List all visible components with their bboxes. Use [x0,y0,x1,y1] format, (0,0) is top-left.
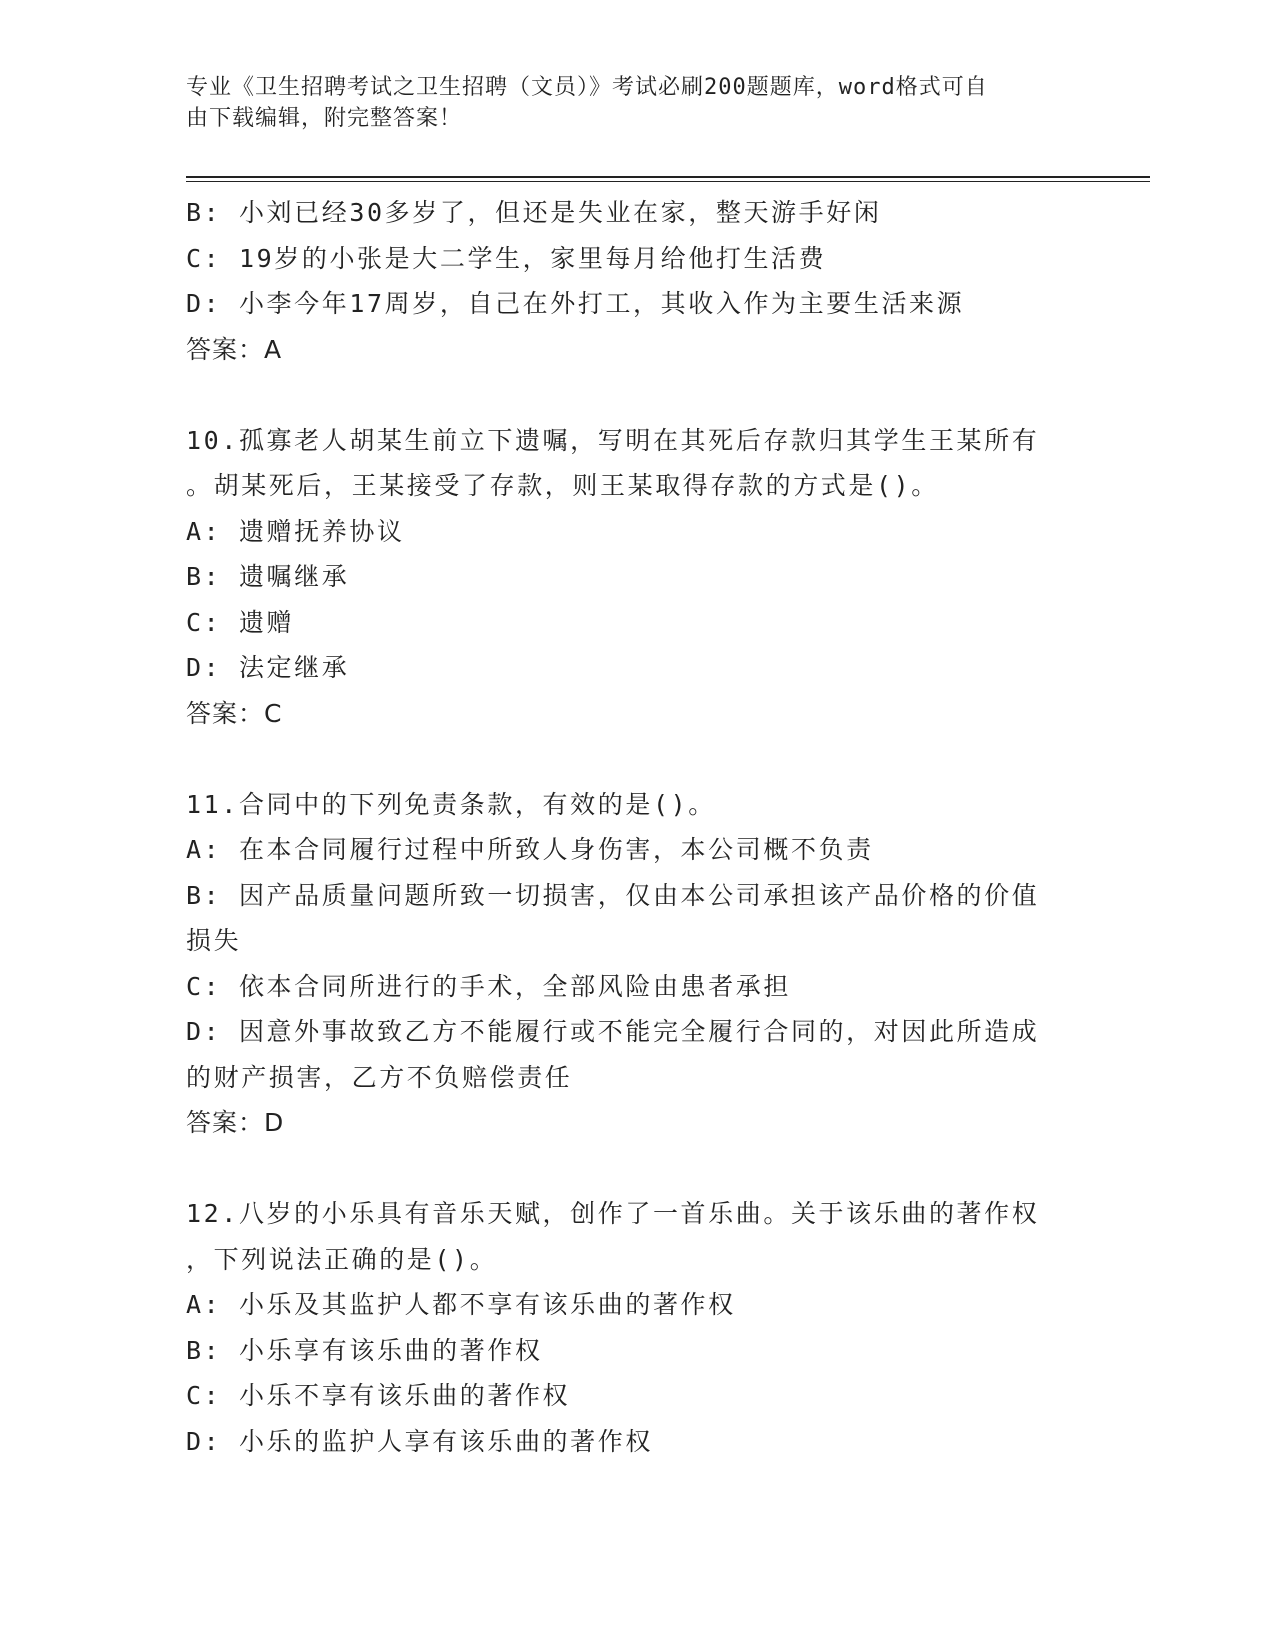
option-c: C: 小乐不享有该乐曲的著作权 [186,1381,571,1410]
option-b-line-1: B: 因产品质量问题所致一切损害，仅由本公司承担该产品价格的价值 [186,880,1040,910]
option-a: A: 在本合同履行过程中所致人身伤害，本公司概不负责 [186,835,874,864]
option-b: B: 小乐享有该乐曲的著作权 [186,1335,543,1365]
question-stem-line-2: 。胡某死后，王某接受了存款，则王某取得存款的方式是()。 [186,471,939,500]
document-header [186,72,1066,134]
header-line-1: 专业《卫生招聘考试之卫生招聘（文员）》考试必刷200题题库，word格式可自 [186,75,988,100]
option-c: C: 依本合同所进行的手术，全部风险由患者承担 [186,971,791,1001]
option-d: D: 法定继承 [186,653,350,682]
question-9 [186,190,1066,372]
option-c: C: 19岁的小张是大二学生，家里每月给他打生活费 [186,243,827,273]
answer: 答案：A [186,334,283,364]
question-10 [186,418,1066,737]
option-b-line-2: 损失 [186,926,242,955]
question-stem-line-1: 10.孤寡老人胡某生前立下遗嘱，写明在其死后存款归其学生王某所有 [186,425,1040,455]
header-rule-thick [186,176,1150,178]
question-11 [186,782,1066,1146]
question-stem: 11.合同中的下列免责条款，有效的是()。 [186,789,716,819]
option-b: B: 遗嘱继承 [186,562,350,591]
question-12 [186,1191,1066,1464]
question-stem-line-1: 12.八岁的小乐具有音乐天赋，创作了一首乐曲。关于该乐曲的著作权 [186,1199,1040,1228]
answer: 答案：C [186,698,283,728]
option-c: C: 遗赠 [186,607,295,637]
header-line-2: 由下载编辑，附完整答案！ [186,106,463,131]
question-list [186,190,1066,1464]
answer: 答案：D [186,1108,285,1137]
option-a: A: 遗赠抚养协议 [186,516,405,546]
option-d: D: 小李今年17周岁，自己在外打工，其收入作为主要生活来源 [186,289,965,318]
option-d-line-1: D: 因意外事故致乙方不能履行或不能完全履行合同的，对因此所造成 [186,1017,1040,1046]
header-rule-thin [186,181,1150,182]
option-a: A: 小乐及其监护人都不享有该乐曲的著作权 [186,1290,736,1319]
option-d-line-2: 的财产损害，乙方不负赔偿责任 [186,1062,573,1092]
option-b: B: 小刘已经30多岁了，但还是失业在家，整天游手好闲 [186,198,882,227]
question-stem-line-2: ，下列说法正确的是()。 [186,1244,498,1274]
option-d: D: 小乐的监护人享有该乐曲的著作权 [186,1426,653,1456]
